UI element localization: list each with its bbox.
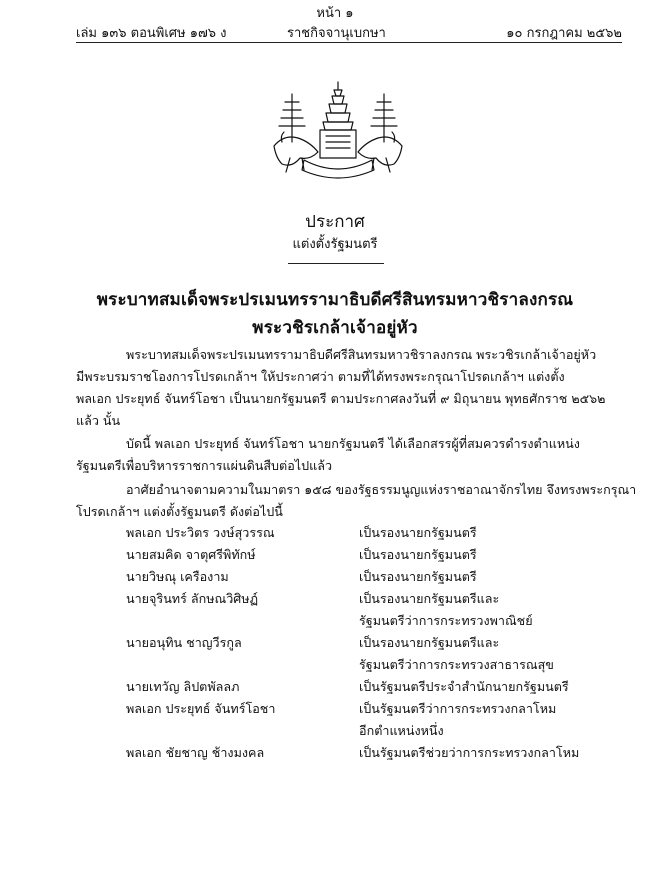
paragraph-line: พระบาทสมเด็จพระปรเมนทรรามาธิบดีศรีสินทรมหาวชิราลงกรณ พระวชิรเกล้าเจ้าอยู่หัว xyxy=(126,347,597,362)
appointee-position: เป็นรัฐมนตรีว่าการกระทรวงกลาโหม xyxy=(359,701,557,716)
appointee-position: เป็นรองนายกรัฐมนตรี xyxy=(359,547,477,562)
appointment-row xyxy=(126,545,606,567)
royal-title-line-1: พระบาทสมเด็จพระปรเมนทรรามาธิบดีศรีสินทรมหาวชิราลงกรณ xyxy=(96,290,574,310)
appointment-row xyxy=(126,699,606,721)
appointee-name: นายเทวัญ ลิปตพัลลภ xyxy=(126,679,240,694)
appointee-position: เป็นรองนายกรัฐมนตรี xyxy=(359,525,477,540)
paragraph-3 xyxy=(76,479,637,523)
appointee-name: นายจุรินทร์ ลักษณวิศิษฏ์ xyxy=(126,591,259,606)
volume-info: เล่ม ๑๓๖ ตอนพิเศษ ๑๗๖ ง xyxy=(76,26,227,41)
gazette-name: ราชกิจจานุเบกษา xyxy=(287,26,386,41)
appointment-row xyxy=(126,567,606,589)
paragraph-line: บัดนี้ พลเอก ประยุทธ์ จันทร์โอชา นายกรัฐมนตรี ได้เลือกสรรผู้ที่สมควรดำรงตำแหน่ง xyxy=(126,436,580,451)
paragraph-line: รัฐมนตรีเพื่อบริหารราชการแผ่นดินสืบต่อไปแล้ว xyxy=(76,458,333,473)
gazette-header xyxy=(76,22,622,40)
appointee-name: พลเอก ประวิตร วงษ์สุวรรณ xyxy=(126,525,275,540)
appointee-name: นายสมคิด จาตุศรีพิทักษ์ xyxy=(126,547,256,562)
appointee-name: นายอนุทิน ชาญวีรกูล xyxy=(126,635,242,650)
paragraph-line: มีพระบรมราชโองการโปรดเกล้าฯ ให้ประกาศว่า ตามที่ได้ทรงพระกรุณาโปรดเกล้าฯ แต่งตั้ง xyxy=(76,369,565,384)
title-divider xyxy=(288,263,384,264)
appointee-position: เป็นรองนายกรัฐมนตรีและ xyxy=(359,635,500,650)
appointee-name: พลเอก ประยุทธ์ จันทร์โอชา xyxy=(126,701,276,716)
paragraph-line: โปรดเกล้าฯ แต่งตั้งรัฐมนตรี ดังต่อไปนี้ xyxy=(76,504,283,519)
announcement-subtitle: แต่งตั้งรัฐมนตรี xyxy=(292,237,378,252)
publication-date: ๑๐ กรกฎาคม ๒๕๖๒ xyxy=(506,26,622,41)
appointment-row xyxy=(126,743,606,765)
appointment-row xyxy=(126,589,606,611)
announcement-title: ประกาศ xyxy=(305,212,365,232)
appointee-position: รัฐมนตรีว่าการกระทรวงสาธารณสุข xyxy=(359,657,554,672)
appointee-name: นายวิษณุ เครืองาม xyxy=(126,569,229,584)
appointee-position: รัฐมนตรีว่าการกระทรวงพาณิชย์ xyxy=(359,613,533,628)
header-divider xyxy=(76,42,622,43)
appointee-position: เป็นรองนายกรัฐมนตรีและ xyxy=(359,591,500,606)
appointment-row xyxy=(126,611,606,633)
appointment-row xyxy=(126,633,606,655)
paragraph-2 xyxy=(76,433,626,477)
royal-emblem-icon xyxy=(270,80,406,182)
page-number: หน้า ๑ xyxy=(316,6,354,21)
appointment-row xyxy=(126,721,606,743)
paragraph-1 xyxy=(76,344,626,432)
appointment-row xyxy=(126,655,606,677)
appointment-row xyxy=(126,677,606,699)
appointee-name: พลเอก ชัยชาญ ช้างมงคล xyxy=(126,745,265,760)
paragraph-line: พลเอก ประยุทธ์ จันทร์โอชา เป็นนายกรัฐมนตรี ตามประกาศลงวันที่ ๙ มิถุนายน พุทธศักราช ๒๕๖๒ xyxy=(76,391,606,406)
appointment-row xyxy=(126,523,606,545)
appointee-position: เป็นรัฐมนตรีประจำสำนักนายกรัฐมนตรี xyxy=(359,679,569,694)
appointment-list xyxy=(126,523,606,765)
royal-title-line-2: พระวชิรเกล้าเจ้าอยู่หัว xyxy=(252,318,418,338)
appointee-position: เป็นรองนายกรัฐมนตรี xyxy=(359,569,477,584)
paragraph-line: อาศัยอำนาจตามความในมาตรา ๑๕๘ ของรัฐธรรมนูญแห่งราชอาณาจักรไทย จึงทรงพระกรุณา xyxy=(126,482,637,497)
appointee-position: อีกตำแหน่งหนึ่ง xyxy=(359,723,444,738)
paragraph-line: แล้ว นั้น xyxy=(76,413,121,428)
appointee-position: เป็นรัฐมนตรีช่วยว่าการกระทรวงกลาโหม xyxy=(359,745,580,760)
